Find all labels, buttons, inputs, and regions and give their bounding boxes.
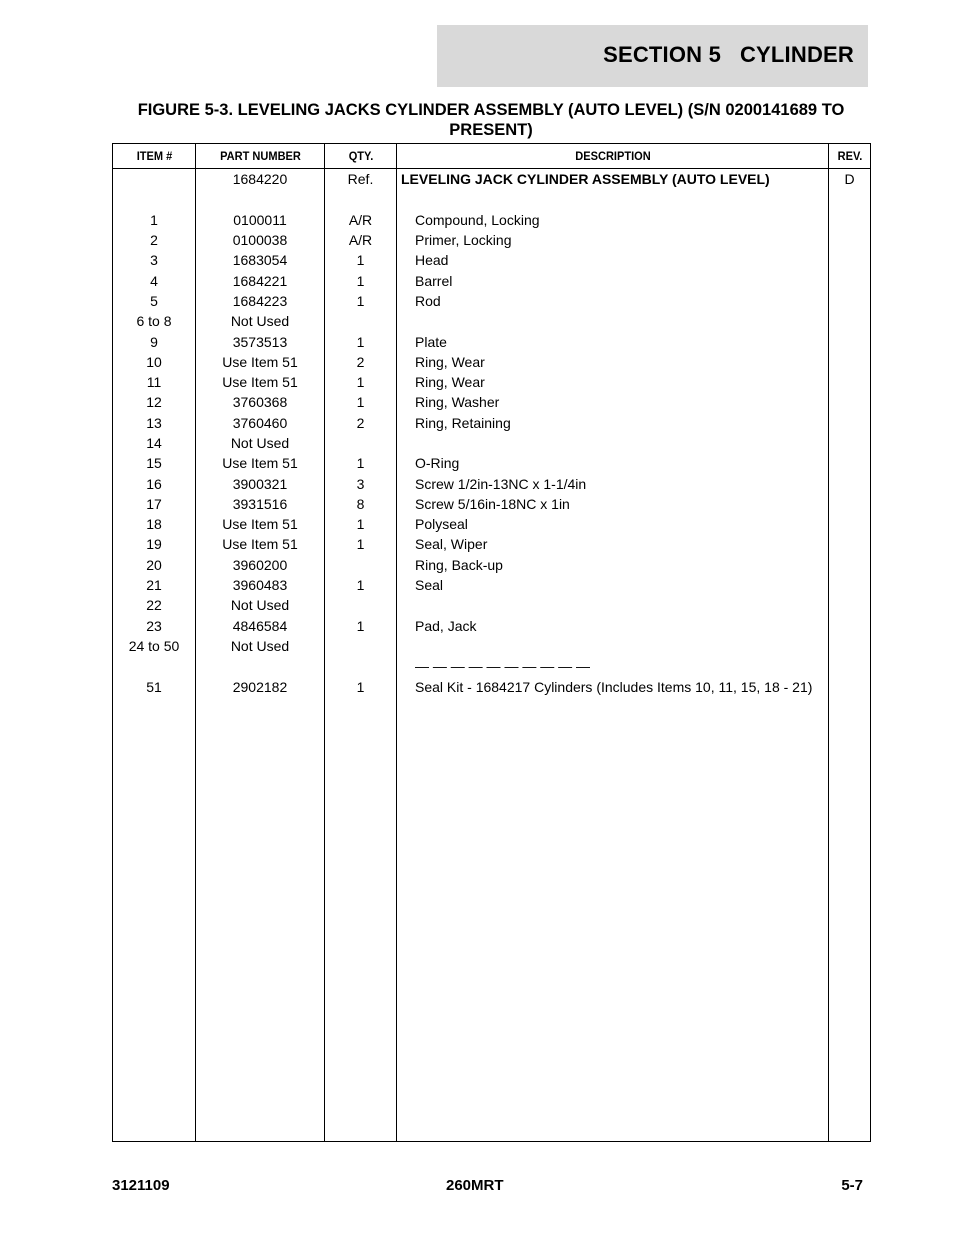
- rev-cell: [829, 352, 871, 372]
- qty-cell: 1: [325, 453, 397, 473]
- item-cell: 21: [113, 575, 196, 595]
- rev-cell: D: [829, 169, 871, 190]
- description-cell: Ring, Wear: [397, 372, 829, 392]
- description-cell: Barrel: [397, 270, 829, 290]
- item-cell: 23: [113, 616, 196, 636]
- table-row: [113, 189, 871, 209]
- item-cell: 12: [113, 392, 196, 412]
- table-filler-row: [113, 697, 871, 1142]
- qty-cell: 1: [325, 392, 397, 412]
- table-row: [113, 616, 871, 636]
- rev-cell: [829, 453, 871, 473]
- part-number-cell: 3573513: [196, 331, 325, 351]
- rev-cell: [829, 413, 871, 433]
- qty-cell: 2: [325, 352, 397, 372]
- part-number-cell: 3760460: [196, 413, 325, 433]
- item-cell: 2: [113, 230, 196, 250]
- description-cell: Ring, Back-up: [397, 555, 829, 575]
- rev-cell: [829, 210, 871, 230]
- qty-cell: 8: [325, 494, 397, 514]
- qty-cell: 1: [325, 372, 397, 392]
- rev-cell: [829, 189, 871, 209]
- qty-cell: 1: [325, 514, 397, 534]
- qty-cell: 2: [325, 413, 397, 433]
- qty-cell: 1: [325, 270, 397, 290]
- table-row: [113, 270, 871, 290]
- rev-cell: [829, 311, 871, 331]
- footer-document-number: 3121109: [112, 1177, 170, 1194]
- item-cell: [113, 169, 196, 190]
- item-cell: 15: [113, 453, 196, 473]
- rev-cell: [829, 656, 871, 676]
- table-row: [113, 494, 871, 514]
- description-cell: O-Ring: [397, 453, 829, 473]
- table-row: [113, 656, 871, 676]
- rev-cell: [829, 575, 871, 595]
- description-cell: [397, 189, 829, 209]
- rev-cell: [829, 331, 871, 351]
- description-cell: Seal, Wiper: [397, 534, 829, 554]
- part-number-cell: Use Item 51: [196, 372, 325, 392]
- rev-cell: [829, 291, 871, 311]
- rev-cell: [829, 555, 871, 575]
- qty-cell: 1: [325, 616, 397, 636]
- item-cell: 3: [113, 250, 196, 270]
- qty-cell: 1: [325, 676, 397, 696]
- table-row: [113, 372, 871, 392]
- rev-cell: [829, 230, 871, 250]
- qty-cell: 1: [325, 534, 397, 554]
- part-number-cell: 1684221: [196, 270, 325, 290]
- description-cell: Plate: [397, 331, 829, 351]
- part-number-cell: 0100011: [196, 210, 325, 230]
- item-cell: 6 to 8: [113, 311, 196, 331]
- description-cell: Primer, Locking: [397, 230, 829, 250]
- item-cell: 5: [113, 291, 196, 311]
- part-number-cell: 3931516: [196, 494, 325, 514]
- item-cell: 9: [113, 331, 196, 351]
- qty-cell: 1: [325, 331, 397, 351]
- rev-cell: [829, 494, 871, 514]
- part-number-cell: 1684223: [196, 291, 325, 311]
- figure-title: FIGURE 5-3. LEVELING JACKS CYLINDER ASSEMBLY (AUTO LEVEL) (S/N 0200141689 TO PRESENT): [137, 101, 845, 139]
- rev-cell: [829, 595, 871, 615]
- rev-cell: [829, 676, 871, 696]
- description-cell: Screw 1/2in-13NC x 1-1/4in: [397, 473, 829, 493]
- item-cell: 19: [113, 534, 196, 554]
- table-row: [113, 230, 871, 250]
- col-header-rev: REV.: [830, 144, 869, 169]
- table-row: [113, 291, 871, 311]
- section-banner: [437, 25, 868, 87]
- item-cell: 51: [113, 676, 196, 696]
- table-row: [113, 514, 871, 534]
- rev-cell: [829, 514, 871, 534]
- part-number-cell: Use Item 51: [196, 534, 325, 554]
- description-cell: Head: [397, 250, 829, 270]
- part-number-cell: [196, 656, 325, 676]
- table-row: [113, 555, 871, 575]
- description-cell: Polyseal: [397, 514, 829, 534]
- qty-cell: [325, 433, 397, 453]
- item-cell: 22: [113, 595, 196, 615]
- part-number-cell: Not Used: [196, 311, 325, 331]
- item-cell: 4: [113, 270, 196, 290]
- part-number-cell: Not Used: [196, 595, 325, 615]
- table-row: [113, 676, 871, 696]
- item-cell: 11: [113, 372, 196, 392]
- qty-cell: 1: [325, 575, 397, 595]
- description-cell: Seal: [397, 575, 829, 595]
- description-cell: Rod: [397, 291, 829, 311]
- item-cell: 16: [113, 473, 196, 493]
- rev-cell: [829, 392, 871, 412]
- item-cell: [113, 656, 196, 676]
- part-number-cell: 3960483: [196, 575, 325, 595]
- item-cell: [113, 189, 196, 209]
- qty-cell: [325, 636, 397, 656]
- description-cell: [397, 311, 829, 331]
- part-number-cell: [196, 189, 325, 209]
- item-cell: 14: [113, 433, 196, 453]
- part-number-cell: Use Item 51: [196, 352, 325, 372]
- item-cell: 17: [113, 494, 196, 514]
- col-header-part-number: PART NUMBER: [201, 144, 320, 169]
- qty-cell: 1: [325, 250, 397, 270]
- item-cell: 10: [113, 352, 196, 372]
- table-row: [113, 453, 871, 473]
- description-cell: [397, 433, 829, 453]
- description-cell: LEVELING JACK CYLINDER ASSEMBLY (AUTO LEVEL): [397, 169, 829, 190]
- table-header-row: [113, 144, 871, 169]
- item-cell: 1: [113, 210, 196, 230]
- table-row: [113, 392, 871, 412]
- qty-cell: [325, 189, 397, 209]
- part-number-cell: 1683054: [196, 250, 325, 270]
- part-number-cell: 0100038: [196, 230, 325, 250]
- rev-cell: [829, 616, 871, 636]
- table-row: [113, 636, 871, 656]
- rev-cell: [829, 433, 871, 453]
- table-row: [113, 433, 871, 453]
- table-row: [113, 595, 871, 615]
- table-row: [113, 250, 871, 270]
- description-cell: Pad, Jack: [397, 616, 829, 636]
- qty-cell: Ref.: [325, 169, 397, 190]
- part-number-cell: 4846584: [196, 616, 325, 636]
- part-number-cell: Not Used: [196, 636, 325, 656]
- part-number-cell: 3900321: [196, 473, 325, 493]
- table-row: [113, 352, 871, 372]
- table-row: [113, 534, 871, 554]
- part-number-cell: Not Used: [196, 433, 325, 453]
- item-cell: 20: [113, 555, 196, 575]
- part-number-cell: 1684220: [196, 169, 325, 190]
- part-number-cell: 3960200: [196, 555, 325, 575]
- qty-cell: [325, 595, 397, 615]
- description-cell: [397, 595, 829, 615]
- rev-cell: [829, 372, 871, 392]
- rev-cell: [829, 473, 871, 493]
- part-number-cell: 2902182: [196, 676, 325, 696]
- table-row: [113, 169, 871, 190]
- description-cell: Ring, Wear: [397, 352, 829, 372]
- col-header-description: DESCRIPTION: [414, 144, 811, 169]
- qty-cell: [325, 656, 397, 676]
- description-cell: Ring, Retaining: [397, 413, 829, 433]
- rev-cell: [829, 534, 871, 554]
- table-row: [113, 473, 871, 493]
- rev-cell: [829, 636, 871, 656]
- qty-cell: 1: [325, 291, 397, 311]
- item-cell: 18: [113, 514, 196, 534]
- description-cell: Screw 5/16in-18NC x 1in: [397, 494, 829, 514]
- table-row: [113, 413, 871, 433]
- table-row: [113, 210, 871, 230]
- qty-cell: 3: [325, 473, 397, 493]
- table-row: [113, 311, 871, 331]
- part-number-cell: 3760368: [196, 392, 325, 412]
- description-cell: Compound, Locking: [397, 210, 829, 230]
- description-cell: — — — — — — — — — —: [397, 656, 829, 676]
- qty-cell: A/R: [325, 230, 397, 250]
- part-number-cell: Use Item 51: [196, 514, 325, 534]
- section-title: SECTION 5 CYLINDER: [603, 42, 854, 67]
- rev-cell: [829, 250, 871, 270]
- qty-cell: A/R: [325, 210, 397, 230]
- description-cell: Seal Kit - 1684217 Cylinders (Includes Items 10, 11, 15, 18 - 21): [397, 676, 829, 696]
- col-header-item: ITEM #: [116, 144, 192, 169]
- item-cell: 13: [113, 413, 196, 433]
- qty-cell: [325, 311, 397, 331]
- part-number-cell: Use Item 51: [196, 453, 325, 473]
- footer-model: 260MRT: [446, 1177, 504, 1194]
- parts-table: [112, 143, 871, 1142]
- description-cell: Ring, Washer: [397, 392, 829, 412]
- description-cell: [397, 636, 829, 656]
- table-row: [113, 331, 871, 351]
- item-cell: 24 to 50: [113, 636, 196, 656]
- col-header-qty: QTY.: [327, 144, 393, 169]
- qty-cell: [325, 555, 397, 575]
- footer-page-number: 5-7: [841, 1177, 863, 1194]
- rev-cell: [829, 270, 871, 290]
- table-row: [113, 575, 871, 595]
